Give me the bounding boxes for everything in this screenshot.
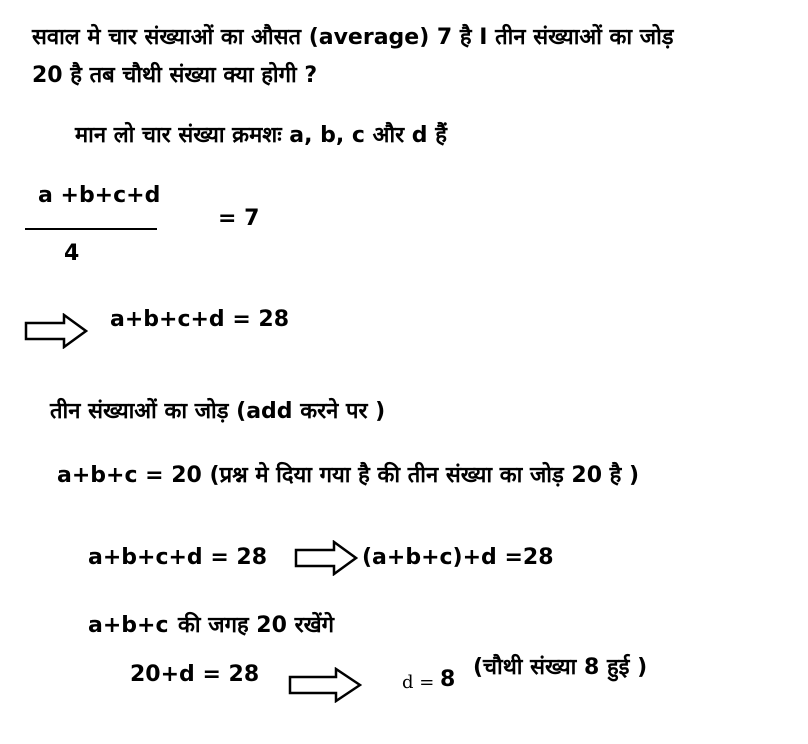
substitute-text: की जगह 20 रखेंगे	[178, 613, 334, 638]
implies-arrow-icon	[24, 313, 88, 349]
final-d-label: d =	[402, 672, 435, 693]
three-sum-equation: a+b+c = 20 (प्रश्न मे दिया गया है की तीन संख्या का जोड़ 20 है )	[57, 463, 640, 488]
question-line-2: 20 है तब चौथी संख्या क्या होगी ?	[32, 63, 318, 88]
substitute-expr: a+b+c	[88, 613, 169, 638]
step2-left: a+b+c+d = 28	[88, 545, 268, 570]
final-d-value: 8	[440, 667, 456, 692]
question-line-1: सवाल मे चार संख्याओं का औसत (average) 7 है I तीन संख्याओं का जोड़	[32, 25, 674, 50]
final-left: 20+d = 28	[130, 662, 260, 687]
implies-arrow-icon	[288, 667, 362, 703]
fraction-denominator: 4	[64, 241, 80, 266]
three-sum-heading: तीन संख्याओं का जोड़ (add करने पर )	[50, 399, 386, 424]
fraction-bar	[25, 228, 157, 230]
assume-line: मान लो चार संख्या क्रमशः a, b, c और d हैं	[75, 123, 447, 148]
step1-equation: a+b+c+d = 28	[110, 307, 290, 332]
implies-arrow-icon	[294, 540, 358, 576]
fraction-equals: = 7	[218, 206, 260, 231]
step2-right: (a+b+c)+d =28	[362, 545, 554, 570]
final-note: (चौथी संख्या 8 हुई )	[473, 655, 648, 680]
fraction-numerator: a +b+c+d	[38, 183, 161, 208]
